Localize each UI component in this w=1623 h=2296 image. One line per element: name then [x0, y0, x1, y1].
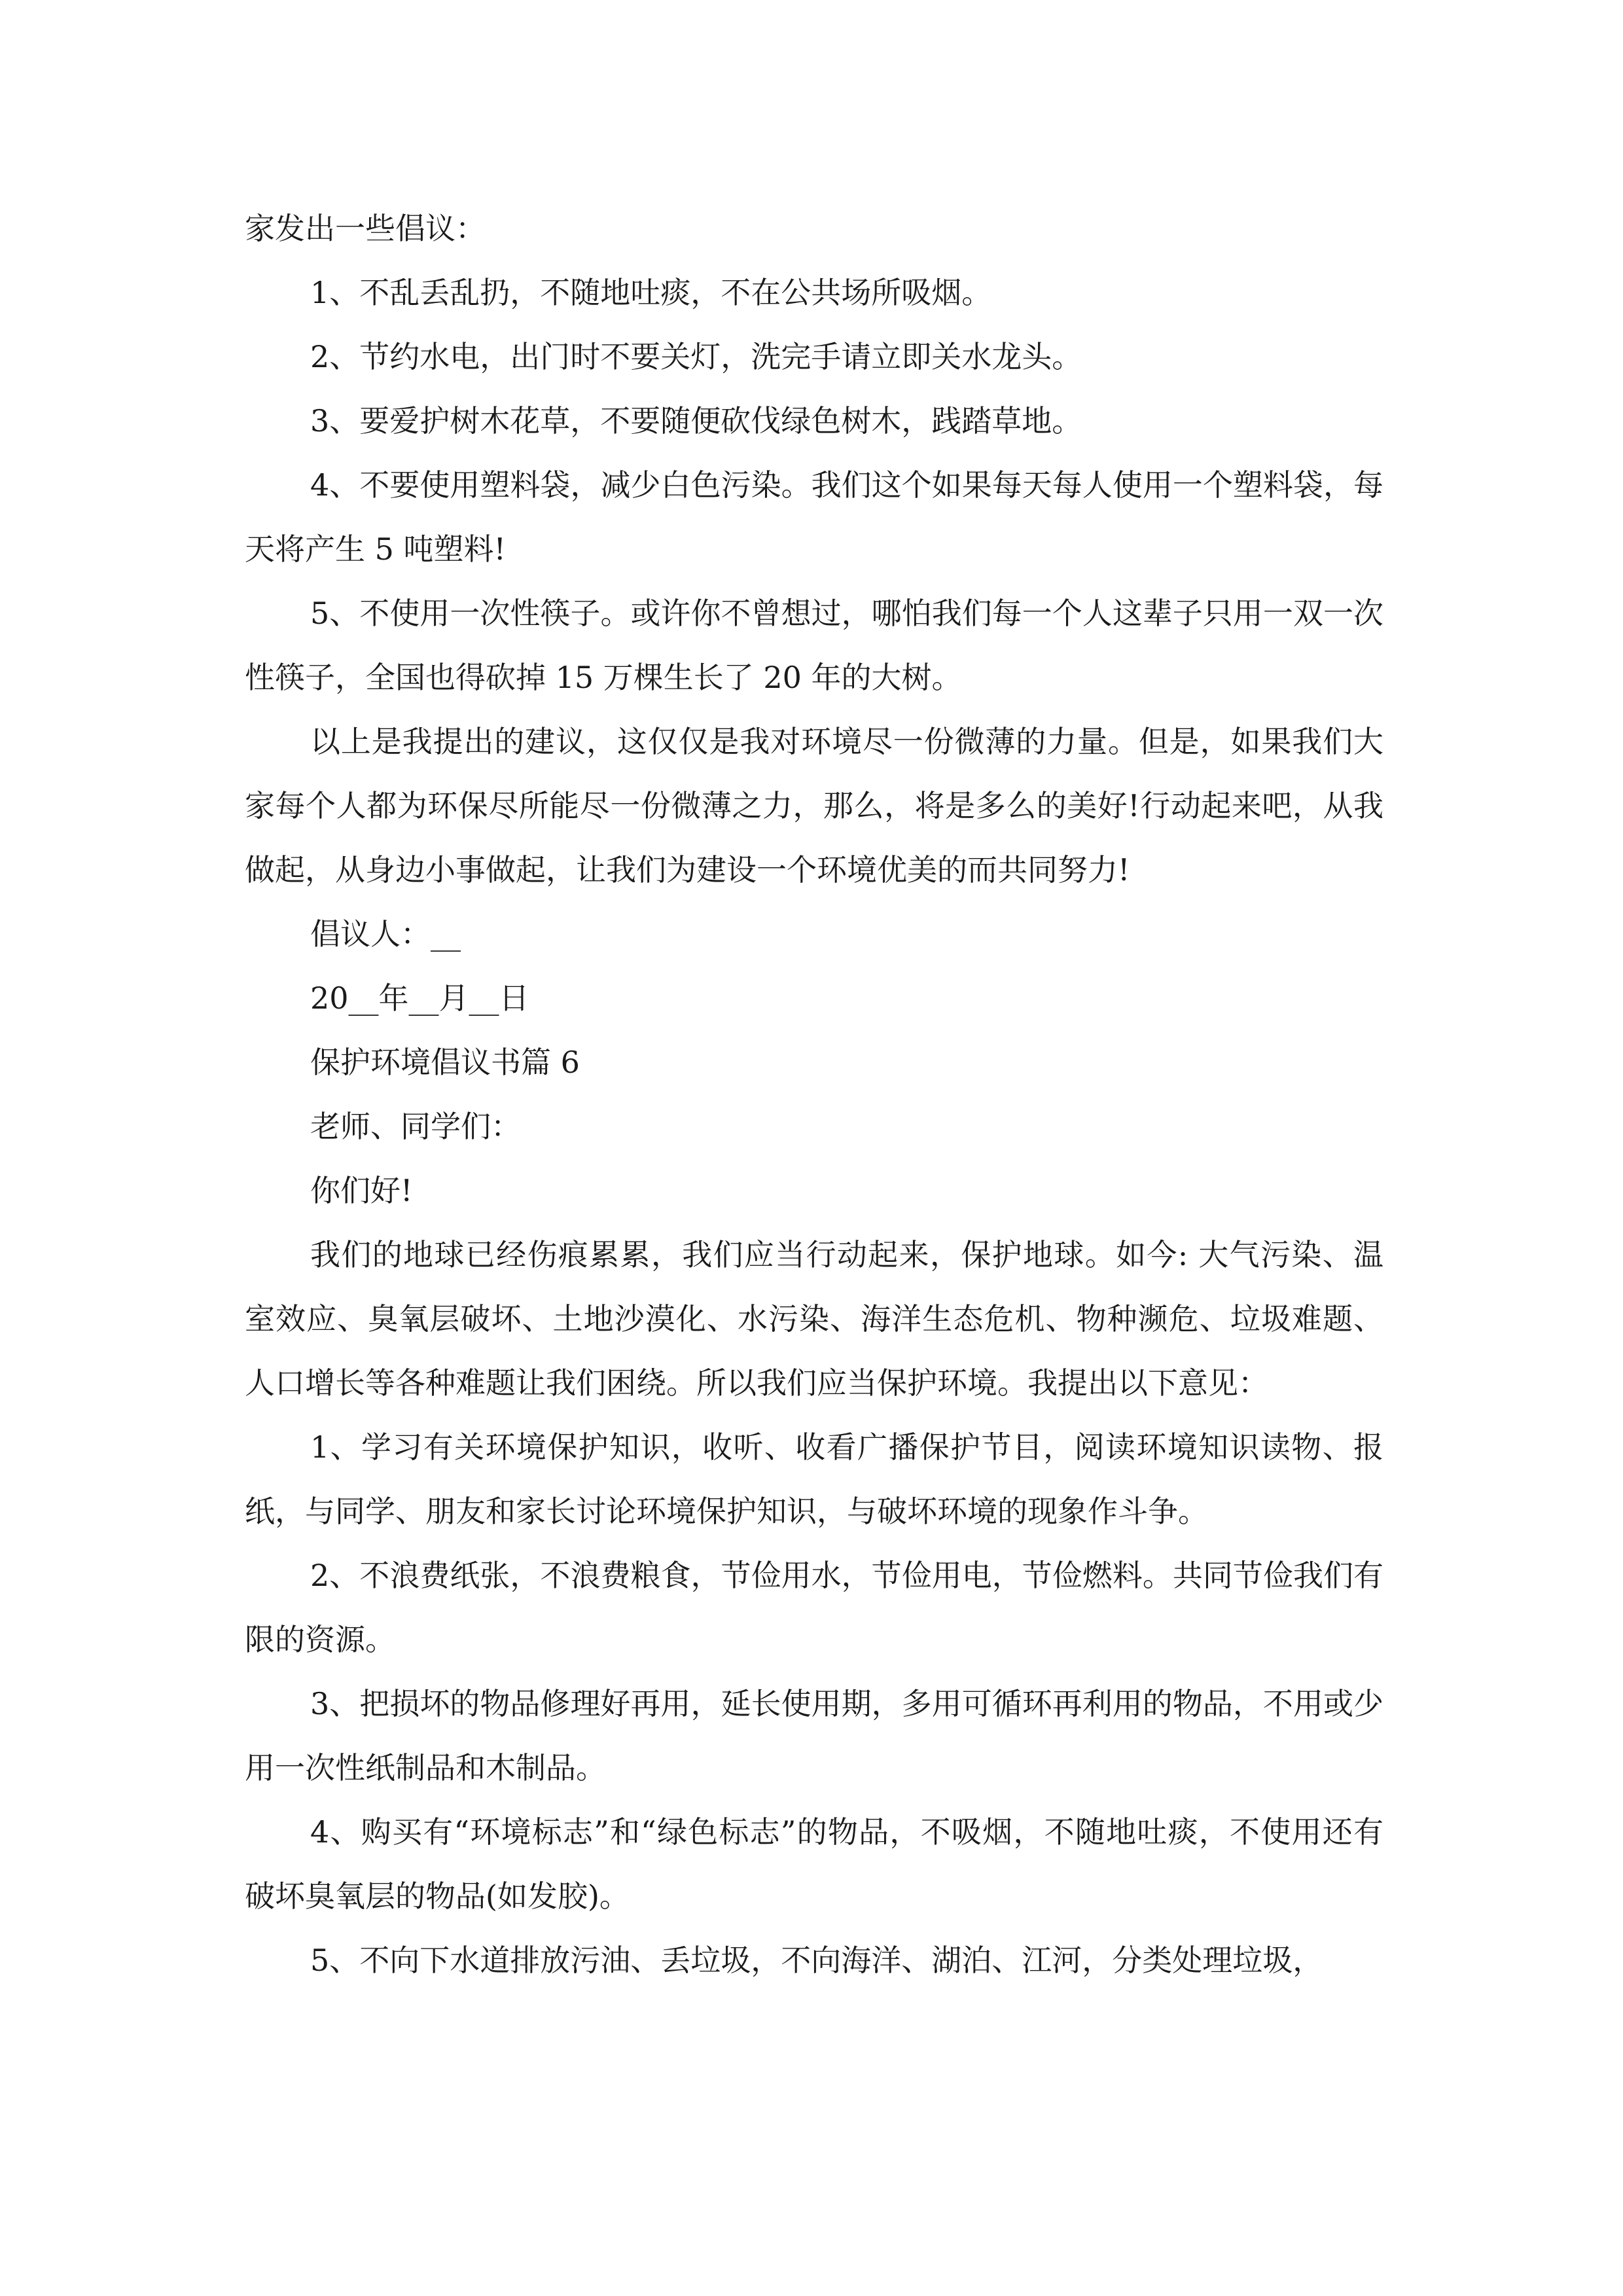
proposal-item-2: 2、节约水电，出门时不要关灯，洗完手请立即关水龙头。 [310, 339, 1082, 374]
suggestion-item-3: 3、把损坏的物品修理好再用，延长使用期，多用可循环再利用的物品，不用或少用一次性纸制品和木制品。 [245, 1686, 1383, 1785]
paragraph-intro-continuation: 家发出一些倡议： [245, 211, 486, 246]
suggestion-item-5: 5、不向下水道排放污油、丢垃圾，不向海洋、湖泊、江河，分类处理垃圾， [310, 1943, 1323, 1978]
proposal-item-5: 5、不使用一次性筷子。或许你不曾想过，哪怕我们每一个人这辈子只用一双一次性筷子，全国也得砍掉 15 万棵生长了 20 年的大树。 [245, 596, 1383, 695]
proposal-item-1: 1、不乱丢乱扔，不随地吐痰，不在公共场所吸烟。 [310, 275, 992, 310]
salutation: 老师、同学们： [310, 1109, 521, 1144]
section-title: 保护环境倡议书篇 6 [310, 1045, 580, 1080]
proposal-item-3: 3、要爱护树木花草，不要随便砍伐绿色树木，践踏草地。 [310, 403, 1082, 439]
document-body [245, 196, 1383, 1992]
signature-line: 倡议人：__ [310, 916, 461, 952]
proposal-item-4: 4、不要使用塑料袋，减少白色污染。我们这个如果每天每人使用一个塑料袋，每天将产生 5 吨塑料! [245, 467, 1383, 567]
closing-paragraph: 以上是我提出的建议，这仅仅是我对环境尽一份微薄的力量。但是，如果我们大家每个人都为环保尽所能尽一份微薄之力，那么，将是多么的美好!行动起来吧，从我做起，从身边小事做起，让我们为建设一个环境优美的而共同努力! [245, 724, 1383, 888]
date-line: 20__年__月__日 [310, 980, 529, 1016]
suggestion-item-2: 2、不浪费纸张，不浪费粮食，节俭用水，节俭用电，节俭燃料。共同节俭我们有限的资源。 [245, 1558, 1383, 1657]
suggestion-item-1: 1、学习有关环境保护知识，收听、收看广播保护节目，阅读环境知识读物、报纸，与同学、朋友和家长讨论环境保护知识，与破坏环境的现象作斗争。 [245, 1429, 1383, 1529]
suggestion-item-4: 4、购买有“环境标志”和“绿色标志”的物品，不吸烟，不随地吐痰，不使用还有破坏臭氧层的物品(如发胶)。 [245, 1814, 1383, 1914]
intro-paragraph: 我们的地球已经伤痕累累，我们应当行动起来，保护地球。如今: 大气污染、温室效应、臭氧层破坏、土地沙漠化、水污染、海洋生态危机、物种濒危、垃圾难题、人口增长等各种难题让我们困绕。所以我们应当保护环境。我提出以下意见： [245, 1237, 1383, 1401]
greeting: 你们好! [310, 1173, 413, 1208]
